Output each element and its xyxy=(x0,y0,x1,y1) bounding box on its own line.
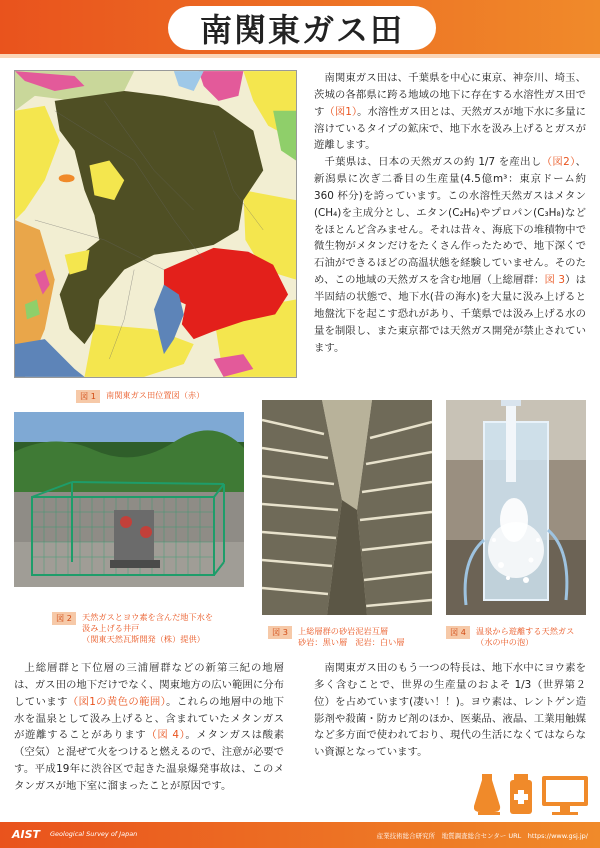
header-band xyxy=(0,0,600,58)
medicine-bottle-icon xyxy=(510,774,532,814)
figure-4-caption xyxy=(446,626,574,648)
fig4-reference: （図 4） xyxy=(146,729,186,742)
geological-map xyxy=(15,71,296,377)
gsj-subtitle: Geological Survey of Japan xyxy=(50,830,138,838)
distribution-text xyxy=(14,660,284,795)
iodine-paragraph: 南関東ガス田のもう一つの特長は、地下水中にヨウ素を多く含むことで、世界の生産量のおよそ 1/3（世界第２位）を占めています(凄い！！)。ヨウ素は、レントゲン造影剤や殺菌・防カビ剤のほか、医薬品、液晶、工業用触媒など多方面で使われており、現代の生活になくてはならない資源となっています。 xyxy=(314,662,586,759)
title-pill xyxy=(168,6,436,50)
fig1-yellow-reference: （図1の黄色の範囲） xyxy=(67,695,167,708)
figure-1-caption xyxy=(76,390,204,403)
figure-3-photo xyxy=(262,400,432,615)
flask-icon xyxy=(474,774,500,815)
fig2-reference: （図2） xyxy=(541,156,576,169)
intro-paragraph-1: 南関東ガス田は、千葉県を中心に東京、神奈川、埼玉、茨城の各都県に跨る地域の地下に存在する水溶性ガス田です（図1）。水溶性ガス田とは、天然ガスが地下水に多量に溶けているタイプの鉱床で、地下水を汲み上げるとガスが遊離します。 xyxy=(314,72,587,152)
distribution-paragraph: 上総層群と下位層の三浦層群などの新第三紀の地層は、ガス田の地下だけでなく、関東地方の広い範囲に分布しています（図1の黄色の範囲）。これらの地層中の地下水を温泉として汲み上げると、含まれていたメタンガスが遊離することがあります（図 4）。メタンガスは酸素（空気）と混ぜて火をつけると燃えるので、注意が必要です。平成19年に渋谷区で起きた温泉爆発事故は、このメタンガスが地下室に溜まったことが原因です。 xyxy=(14,662,285,792)
figure-2-caption-line-3: （関東天然瓦斯開発（株）提供） xyxy=(82,634,205,645)
figure-4-photo xyxy=(446,400,586,615)
figure-3-tag: 図 3 xyxy=(268,626,292,639)
footer xyxy=(0,822,600,848)
page-title: 南関東ガス田 xyxy=(199,11,404,49)
figure-3-caption xyxy=(268,626,404,648)
monitor-icon xyxy=(542,776,588,815)
fig1-reference: （図1） xyxy=(324,105,358,118)
figure-1-caption-text: 南関東ガス田位置図（赤） xyxy=(106,390,205,400)
figure-1-tag: 図 1 xyxy=(76,390,100,403)
intro-paragraph-2: 千葉県は、日本の天然ガスの約 1/7 を産出し（図2）、新潟県に次ぎ二番目の生産量(4.5億m³：東京ドーム約 360 杯分)を誇っています。この水溶性天然ガスはメタン(CH₄)を主成分とし、エタン(C₂H₆)やプロパン(C₃H₈)などをほとんど含みません。それは昔々、海底下の堆積物中で微生物がメタンだけをたくさん作ったためで、地下深くで石油ができるほどの高温状態を経験していません。そのため、この地域の天然ガスを含む地層（上総層群：図 3）は半固結の状態で、地下水(昔の海水)を大量に汲み上げると地盤沈下を起こす恐れがあり、千葉県では汲み上げる水の量を制限し、また東京都では天然ガス開発が禁止されています。 xyxy=(314,156,586,354)
figure-2-tag: 図 2 xyxy=(52,612,76,625)
resource-icons xyxy=(474,770,592,818)
aist-logo: AIST xyxy=(12,828,41,841)
outcrop-photo xyxy=(262,400,432,615)
iodine-text xyxy=(314,660,586,761)
well-photo xyxy=(14,412,244,587)
figure-4-caption-line-2: （水の中の泡） xyxy=(476,637,534,648)
fig3-reference: 図 3 xyxy=(544,274,565,287)
figure-1-map xyxy=(14,70,297,378)
figure-2-caption-line-2: 汲み上げる井戸 xyxy=(82,623,140,634)
figure-2-photo xyxy=(14,412,244,587)
footer-organization: 産業技術総合研究所 地質調査総合センター URL https://www.gsj.jp/ xyxy=(376,832,588,840)
bubbles-photo xyxy=(446,400,586,615)
figure-3-caption-line-1: 上総層群の砂岩泥岩互層 xyxy=(298,626,389,636)
intro-text xyxy=(314,70,586,356)
figure-4-caption-line-1: 温泉から遊離する天然ガス xyxy=(476,626,575,636)
figure-4-tag: 図 4 xyxy=(446,626,470,639)
figure-2-caption-line-1: 天然ガスとヨウ素を含んだ地下水を xyxy=(82,612,214,622)
figure-3-caption-line-2: 砂岩：黒い層 泥岩：白い層 xyxy=(298,637,405,648)
figure-2-caption xyxy=(52,612,213,645)
